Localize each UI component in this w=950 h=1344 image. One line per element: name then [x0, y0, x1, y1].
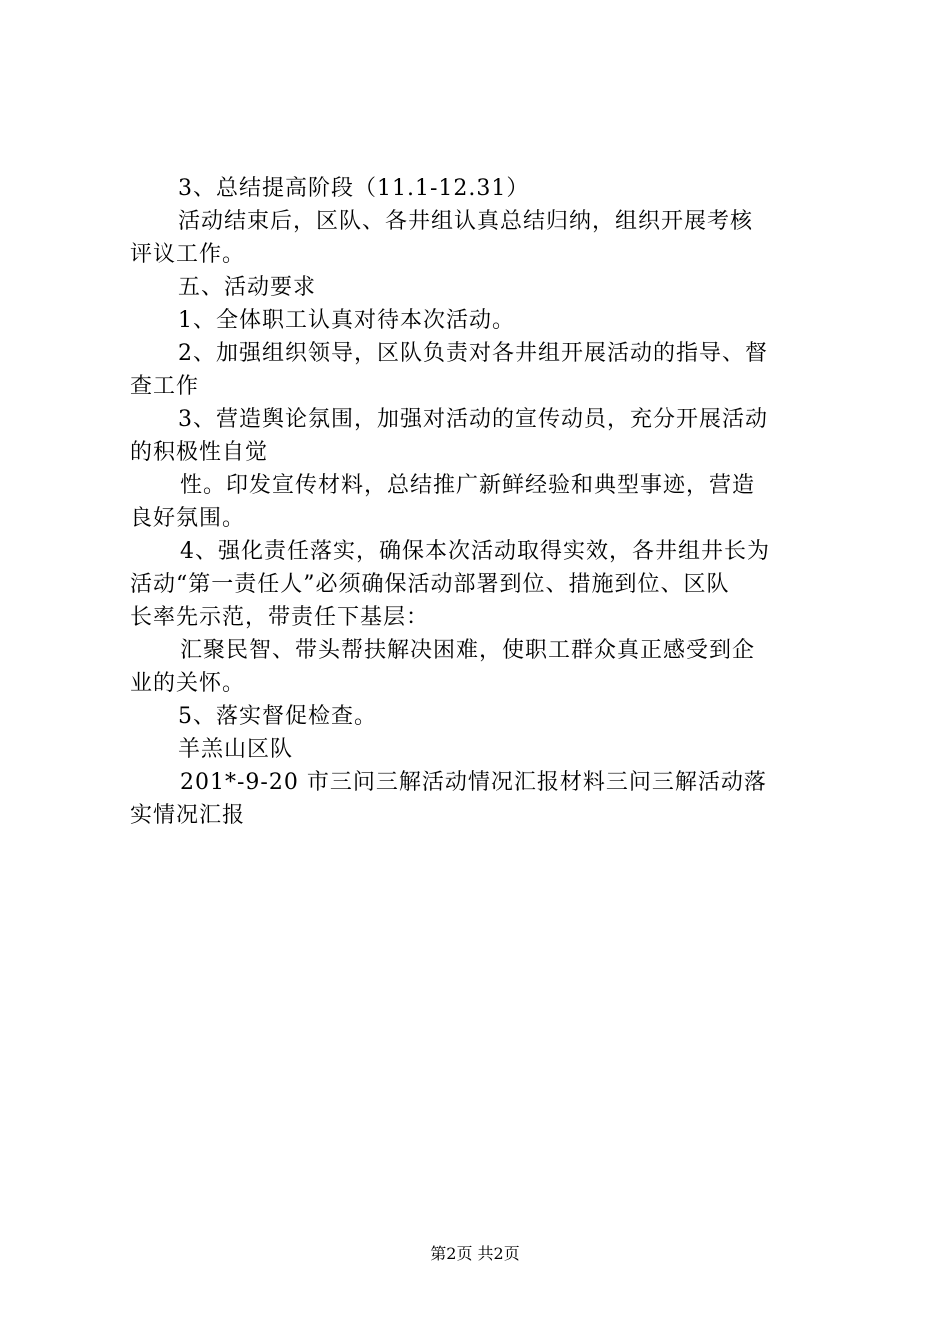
paragraph-line: 汇聚民智、带头帮扶解决困难，使职工群众真正感受到企 [180, 638, 756, 663]
section-5-heading: 五、活动要求 [178, 275, 317, 300]
paragraph-line: 性。印发宣传材料，总结推广新鲜经验和典型事迹，营造 [180, 473, 756, 498]
signature-org: 羊羔山区队 [178, 737, 294, 762]
requirement-item-5: 5、落实督促检查。 [178, 704, 377, 729]
paragraph-line: 的积极性自觉 [130, 440, 269, 465]
paragraph-line: 查工作 [130, 374, 200, 399]
date-line: 201*-9-20 市三问三解活动情况汇报材料三问三解活动落 [180, 770, 767, 795]
page-number-footer: 第2页 共2页 [430, 1244, 520, 1263]
paragraph-line: 活动结束后，区队、各井组认真总结归纳，组织开展考核 [178, 209, 754, 234]
requirement-item-3: 3、营造舆论氛围，加强对活动的宣传动员，充分开展活动 [178, 407, 768, 432]
paragraph-line: 实情况汇报 [130, 803, 246, 828]
paragraph-line: 业的关怀。 [130, 671, 246, 696]
requirement-item-4: 4、强化责任落实，确保本次活动取得实效，各井组井长为 [180, 539, 770, 564]
paragraph-line: 评议工作。 [130, 242, 246, 267]
requirement-item-2: 2、加强组织领导，区队负责对各井组开展活动的指导、督 [178, 341, 768, 366]
section-3-heading: 3、总结提高阶段（11.1-12.31） [178, 176, 530, 201]
paragraph-line: 活动“第一责任人”必须确保活动部署到位、措施到位、区队 [130, 572, 730, 597]
requirement-item-1: 1、全体职工认真对待本次活动。 [178, 308, 515, 333]
paragraph-line: 良好氛围。 [130, 506, 246, 531]
paragraph-line: 长率先示范，带责任下基层： [130, 605, 430, 630]
document-body [130, 172, 835, 832]
